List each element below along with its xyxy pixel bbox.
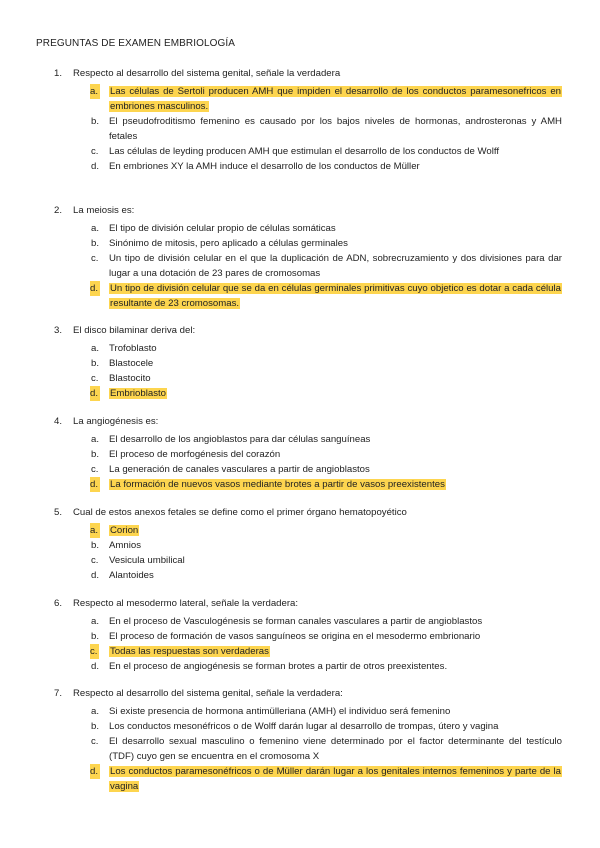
option-d xyxy=(0,386,600,401)
option-letter: a. xyxy=(91,706,100,717)
option-letter: b. xyxy=(91,449,100,460)
option-b xyxy=(0,538,600,553)
option-d xyxy=(0,281,600,311)
option-text: Amnios xyxy=(109,540,141,551)
question-number: 5. xyxy=(54,507,63,518)
option-d xyxy=(0,764,600,794)
option-letter: b. xyxy=(91,631,100,642)
page-title: PREGUNTAS DE EXAMEN EMBRIOLOGÍA xyxy=(36,38,236,49)
option-letter: c. xyxy=(91,464,99,475)
option-list xyxy=(0,221,600,311)
option-a xyxy=(0,84,600,114)
option-text: Las células de Sertoli producen AMH que impiden el desarrollo de los conductos paramesonefricos en embriones masculinos. xyxy=(110,86,561,112)
option-d xyxy=(0,568,600,583)
question-number: 2. xyxy=(54,205,63,216)
option-text: Trofoblasto xyxy=(109,343,157,354)
option-text: Blastocele xyxy=(109,358,154,369)
question-number: 1. xyxy=(54,68,63,79)
option-letter: c. xyxy=(90,646,98,657)
option-a xyxy=(0,221,600,236)
option-text: Sinónimo de mitosis, pero aplicado a células germinales xyxy=(109,238,348,249)
question-number: 4. xyxy=(54,416,63,427)
option-text: El pseudofroditismo femenino es causado por los bajos niveles de hormonas, androsteronas y AMH fetales xyxy=(109,116,562,142)
question-number: 7. xyxy=(54,688,63,699)
option-letter: b. xyxy=(91,358,100,369)
option-text: Blastocito xyxy=(109,373,151,384)
option-list xyxy=(0,523,600,583)
option-letter: d. xyxy=(90,283,99,294)
option-text: La formación de nuevos vasos mediante brotes a partir de vasos preexistentes xyxy=(110,479,445,490)
option-c xyxy=(0,144,600,159)
option-list xyxy=(0,704,600,794)
option-letter: c. xyxy=(91,146,99,157)
option-letter: d. xyxy=(90,388,99,399)
question-number: 6. xyxy=(54,598,63,609)
question-text: Respecto al mesodermo lateral, señale la verdadera: xyxy=(73,598,299,609)
option-letter: a. xyxy=(91,434,100,445)
option-letter: c. xyxy=(91,373,99,384)
option-text: Todas las respuestas son verdaderas xyxy=(110,646,269,657)
option-text: El tipo de división celular propio de células somáticas xyxy=(109,223,336,234)
option-letter: c. xyxy=(91,736,99,747)
option-b xyxy=(0,447,600,462)
option-c xyxy=(0,371,600,386)
option-letter: d. xyxy=(91,570,100,581)
option-c xyxy=(0,553,600,568)
option-d xyxy=(0,477,600,492)
option-c xyxy=(0,251,600,281)
question-text: El disco bilaminar deriva del: xyxy=(73,325,196,336)
option-text: En el proceso de Vasculogénesis se forman canales vasculares a partir de angioblastos xyxy=(109,616,483,627)
option-text: Corion xyxy=(110,525,139,536)
option-a xyxy=(0,614,600,629)
question-text: Respecto al desarrollo del sistema genital, señale la verdadera xyxy=(73,68,341,79)
option-letter: a. xyxy=(91,616,100,627)
option-letter: a. xyxy=(91,223,100,234)
option-letter: b. xyxy=(91,116,100,127)
option-c xyxy=(0,462,600,477)
option-list xyxy=(0,341,600,401)
option-d xyxy=(0,159,600,174)
option-letter: b. xyxy=(91,238,100,249)
option-list xyxy=(0,614,600,674)
option-letter: d. xyxy=(90,479,99,490)
option-text: El desarrollo sexual masculino o femenino viene determinado por el factor determinante del testículo (TDF) cuyo gen se encuentra en el cromosoma X xyxy=(109,736,562,762)
option-letter: a. xyxy=(90,525,99,536)
option-text: Un tipo de división celular en el que la duplicación de ADN, sobrecruzamiento y dos divisiones para dar lugar a una dotación de 23 pares de cromosomas xyxy=(109,253,562,279)
option-letter: b. xyxy=(91,721,100,732)
option-c xyxy=(0,734,600,764)
option-letter: c. xyxy=(91,555,99,566)
option-list xyxy=(0,84,600,174)
option-letter: d. xyxy=(91,661,100,672)
option-text: Los conductos mesonéfricos o de Wolff darán lugar al desarrollo de trompas, útero y vagina xyxy=(109,721,499,732)
option-b xyxy=(0,114,600,144)
option-letter: a. xyxy=(90,86,99,97)
option-text: En el proceso de angiogénesis se forman brotes a partir de otros preexistentes. xyxy=(109,661,448,672)
question-number: 3. xyxy=(54,325,63,336)
option-letter: d. xyxy=(90,766,99,777)
option-b xyxy=(0,719,600,734)
option-text: Vesicula umbilical xyxy=(109,555,185,566)
option-b xyxy=(0,629,600,644)
option-a xyxy=(0,432,600,447)
option-a xyxy=(0,341,600,356)
option-text: La generación de canales vasculares a partir de angioblastos xyxy=(109,464,370,475)
option-b xyxy=(0,356,600,371)
option-letter: d. xyxy=(91,161,100,172)
option-d xyxy=(0,659,600,674)
option-text: Embrioblasto xyxy=(110,388,166,399)
option-text: En embriones XY la AMH induce el desarrollo de los conductos de Müller xyxy=(109,161,420,172)
option-text: Alantoides xyxy=(109,570,154,581)
option-letter: b. xyxy=(91,540,100,551)
option-text: Si existe presencia de hormona antimülleriana (AMH) el individuo será femenino xyxy=(109,706,451,717)
option-b xyxy=(0,236,600,251)
option-text: El proceso de formación de vasos sanguíneos se origina en el mesodermo embrionario xyxy=(109,631,481,642)
option-text: El desarrollo de los angioblastos para dar células sanguíneas xyxy=(109,434,371,445)
option-c xyxy=(0,644,600,659)
option-letter: c. xyxy=(91,253,99,264)
option-list xyxy=(0,432,600,492)
option-a xyxy=(0,523,600,538)
option-text: El proceso de morfogénesis del corazón xyxy=(109,449,281,460)
option-a xyxy=(0,704,600,719)
option-text: Las células de leyding producen AMH que estimulan el desarrollo de los conductos de Wolff xyxy=(109,146,500,157)
question-text: La angiogénesis es: xyxy=(73,416,159,427)
question-text: Respecto al desarrollo del sistema genital, señale la verdadera: xyxy=(73,688,343,699)
question-text: Cual de estos anexos fetales se define como el primer órgano hematopoyético xyxy=(73,507,407,518)
question-text: La meiosis es: xyxy=(73,205,135,216)
option-text: Los conductos paramesonéfricos o de Müller darán lugar a los genitales internos femeninos y parte de la vagina xyxy=(110,766,561,792)
option-letter: a. xyxy=(91,343,100,354)
option-text: Un tipo de división celular que se da en células germinales primitivas cuyo objetico es dotar a cada célula resultante de 23 cromosomas. xyxy=(110,283,561,309)
